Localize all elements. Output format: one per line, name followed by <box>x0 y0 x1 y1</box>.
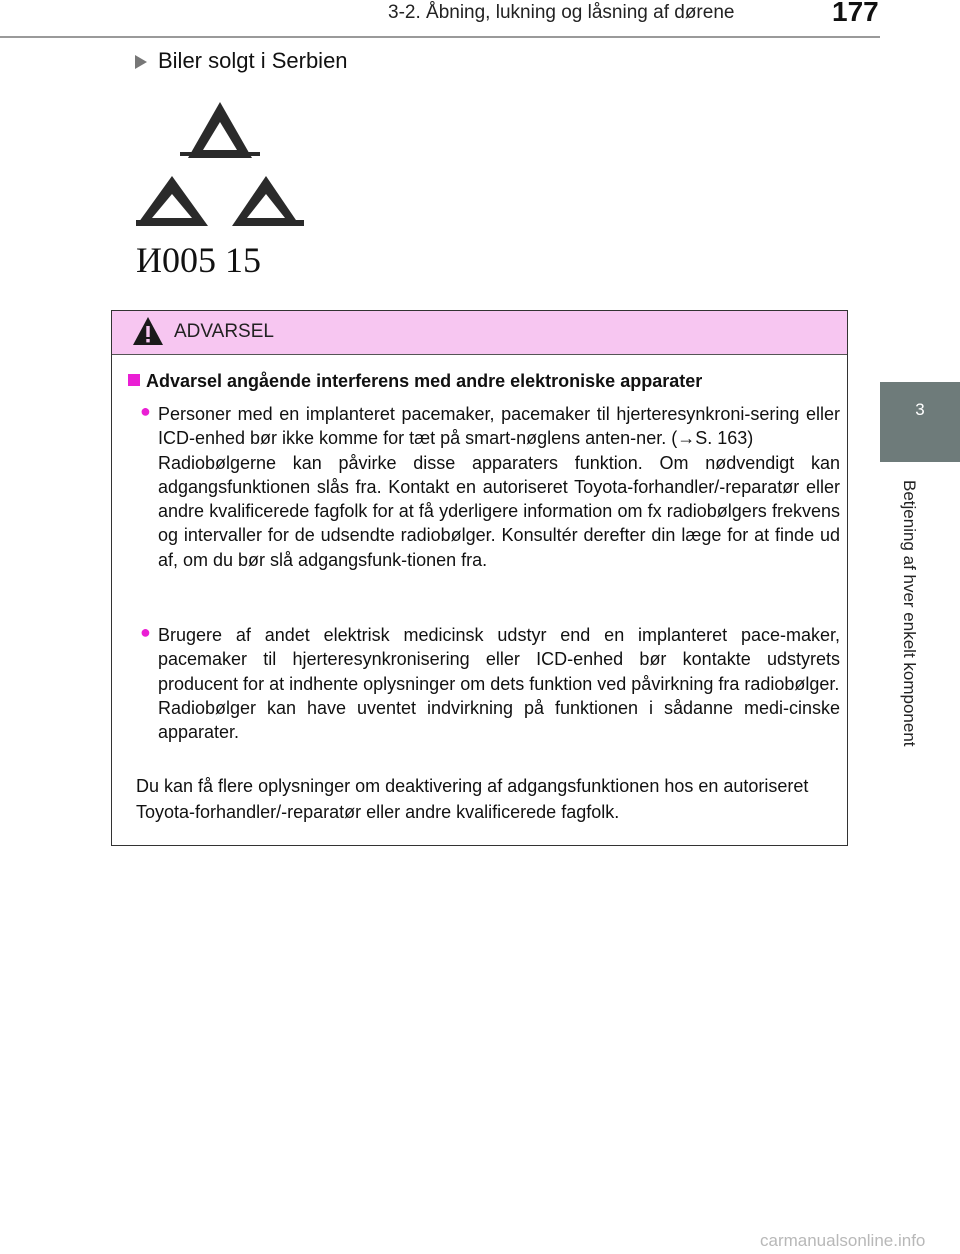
page-number: 177 <box>832 0 879 27</box>
warning-label: ADVARSEL <box>174 321 274 342</box>
list-item <box>158 402 840 572</box>
chapter-title-vertical <box>894 480 924 790</box>
header-rule <box>0 36 880 38</box>
certification-mark-icon <box>130 96 310 278</box>
running-header-title: 3-2. Åbning, lukning og låsning af dørene <box>388 2 735 23</box>
circle-bullet-icon: ● <box>140 622 151 642</box>
square-bullet-icon <box>128 374 140 386</box>
chapter-number: 3 <box>915 400 925 419</box>
chapter-tab <box>880 382 960 462</box>
paragraph: Brugere af andet elektrisk medicinsk udstyr end en implanteret pace-maker, pacemaker til hjerteresynkronisering eller ICD-enhed bør kontakte udstyrets producent for at indhente oplysninger om dets funktion ved påvirkning fra radiobølger. <box>158 625 840 694</box>
watermark: carmanualsonline.info <box>760 1231 926 1250</box>
chapter-title: Betjening af hver enkelt komponent <box>900 480 919 747</box>
warning-triangle-icon <box>132 316 164 346</box>
warning-header <box>112 311 847 355</box>
warning-box <box>111 310 848 846</box>
warning-footer-text: Du kan få flere oplysninger om deaktivering af adgangsfunktionen hos en autoriseret Toyota-forhandler/-reparatør eller andre kvalificerede fagfolk. <box>136 776 809 822</box>
warning-heading-text: Advarsel angående interferens med andre elektroniske apparater <box>146 371 703 391</box>
list-item <box>158 623 840 744</box>
certification-code: И005 15 <box>136 240 261 278</box>
triangle-marker-icon <box>134 54 148 70</box>
paragraph: Personer med en implanteret pacemaker, pacemaker til hjerteresynkroni-sering eller ICD-enhed bør ikke komme for tæt på smart-nøglens anten-ner. (→S. 163) <box>158 404 840 449</box>
section-title: Biler solgt i Serbien <box>158 48 348 73</box>
paragraph: Radiobølgerne kan påvirke disse apparaters funktion. Om nødvendigt kan adgangsfunktionen slås fra. Kontakt en autoriseret Toyota-forhandler/-reparatør eller andre kvalificerede fagfolk for at få yderligere information om fx radiobølgers frekvens og intervaller for de udsendte radiobølger. Konsultér derefter din læge for at finde ud af, om du bør slå adgangsfunk-tionen fra. <box>158 452 840 570</box>
circle-bullet-icon: ● <box>140 401 151 421</box>
warning-heading <box>128 371 702 392</box>
paragraph: Radiobølger kan have uventet indvirkning på funktionen i sådanne medi-cinske apparater. <box>158 697 840 743</box>
